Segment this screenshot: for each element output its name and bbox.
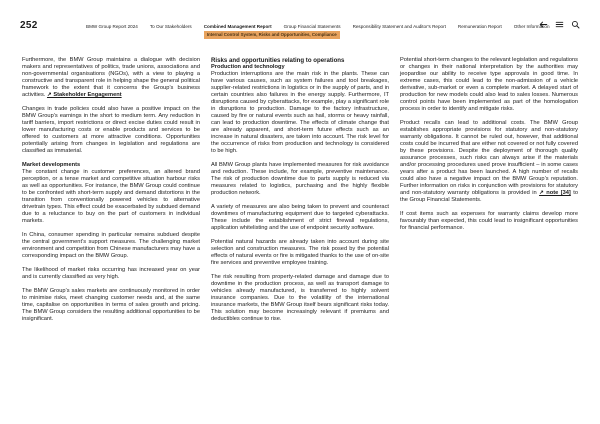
nav-item-responsibility-statement-and-auditor-s-report[interactable]: Responsibility Statement and Auditor's Report xyxy=(352,23,446,29)
top-navigation xyxy=(86,23,550,37)
paragraph: The likelihood of market risks occurring has increased year on year and is currently classified as very high. xyxy=(22,267,200,280)
paragraph: All BMW Group plants have implemented measures for risk avoidance and reduction. These include, for example, preventive maintenance. The risk of production downtime due to parts supply is reduced via measures related to logistics, purchasing and the highly flexible production network. xyxy=(211,162,389,196)
paragraph: Potential natural hazards are already taken into account during site selection and construction measures. The risk posed by the potential effects of natural events or fire is mitigated thanks to the use of on-site fire services and preventive employee training. xyxy=(211,239,389,266)
nav-item-other-information[interactable]: Other Information xyxy=(513,23,550,29)
text-column-2 xyxy=(211,57,389,330)
paragraph: Furthermore, the BMW Group maintains a dialogue with decision makers and representatives of politics, trade unions, associations and non-governmental organisations (NGOs), with a view to playing a constructive and transparent role in helping shape the general political framework to the extent that it concerns the Group’s business activities. ↗ Stakeholder Engagement xyxy=(22,57,200,98)
paragraph: The risk resulting from property-related damage and damage due to downtime in the production process, as well as transport damage to vehicles already manufactured, is transferred to highly solvent insurance companies. Due to the volatility of the international insurance markets, the BMW Group itself bears significant risks today. This solution may become increasingly relevant if premiums and deductibles continue to rise. xyxy=(211,274,389,322)
paragraph: Production interruptions are the main risk in the plants. These can have various causes, such as system failures and tool breakages, supplier-related restrictions in logistics or in the supply of parts, and in certain countries also failures in the energy supply. Furthermore, IT disruptions caused by cyberattacks, for example, play a significant role in disruptions to production. Damage to the factory infrastructure, caused by fire or natural events such as hail, storms or heavy rainfall, can lead to production downtime. The effects of climate change that are already apparent, and short-term future effects such as an increase in natural disasters, are taken into account. The risk level for the occurrence of risks from production and technology is considered to be high. xyxy=(211,71,389,154)
cross-reference-link[interactable]: ↗ Stakeholder Engagement xyxy=(46,92,122,98)
cross-reference-link[interactable]: ↗ note [34] xyxy=(539,190,571,196)
report-page-body xyxy=(22,57,578,330)
page-number: 252 xyxy=(20,20,38,31)
header-icons xyxy=(539,20,580,29)
paragraph: The constant change in customer preferences, an altered brand perception, or a tense market and competitive situation harbour risks as well as opportunities. For instance, the BMW Group could continue to be confronted with short-term supply and demand distortions in the transition from conventionally powered vehicles to alternative drivetrain types. This effect could be exacerbated by subdued demand due to a reluctance to buy on the part of customers in individual markets. xyxy=(22,169,200,224)
nav-item-bmw-group-report-2024[interactable]: BMW Group Report 2024 xyxy=(86,23,138,29)
text-column-3 xyxy=(400,57,578,330)
sub-heading: Market developments xyxy=(22,162,81,168)
search-icon[interactable] xyxy=(571,20,580,29)
section-heading: Risks and opportunities relating to operations xyxy=(211,57,345,64)
report-header xyxy=(20,20,580,46)
paragraph: In China, consumer spending in particular remains subdued despite the central government’s support measures. The challenging market environment and competition from Chinese manufacturers may have a corresponding impact on the BMW Group. xyxy=(22,232,200,259)
paragraph: Product recalls can lead to additional costs. The BMW Group establishes appropriate provisions for statutory and non-statutory warranty obligations. It cannot be ruled out, however, that additional costs could be incurred that are either not covered or not fully covered by these provisions. Despite the deployment of thorough quality assurance processes, such risks can always arise if the materials and/or processing procedures used prove insufficient – in some cases years after a product has been launched. A high number of recalls could also have a negative impact on the BMW Group’s reputation. Further information on risks in conjunction with provisions for statutory and non-statutory warranty obligations is provided in ↗ note [34] to the Group Financial Statements. xyxy=(400,120,578,203)
paragraph: The BMW Group’s sales markets are continuously monitored in order to minimise risks, meet changing customer needs and, at the same time, capitalise on opportunities in terms of sales growth and pricing. The BMW Group considers the resulting additional opportunities to be insignificant. xyxy=(22,288,200,322)
paragraph: A variety of measures are also being taken to prevent and counteract downtimes of manufacturing equipment due to targeted cyberattacks. These include the establishment of strict firewall regulations, application whitelisting and the use of endpoint security software. xyxy=(211,204,389,231)
nav-item-remuneration-report[interactable]: Remuneration Report xyxy=(457,23,502,29)
paragraph: Changes in trade policies could also have a positive impact on the BMW Group’s earnings in the short to medium term. Any reduction in tariff barriers, import restrictions or direct excise duties could result in lower manufacturing costs or enable products and services to be offered to customers at more attractive conditions. Opportunities potentially arising from changes in legislation and regulations are classified as immaterial. xyxy=(22,106,200,154)
back-arrow-icon[interactable] xyxy=(539,20,548,29)
paragraph: Potential short-term changes to the relevant legislation and regulations or changes in their national interpretation by the authorities may jeopardise our ability to receive type approvals in good time. In extreme cases, this could lead to the non-admission of a vehicle derivative, sub-market or even a complete market. A delayed start of production for new models could also lead to sales losses. Numerous control points have been implemented as part of the homologation process in order to identify and mitigate risks. xyxy=(400,57,578,112)
nav-item-combined-management-report[interactable]: Combined Management Report Internal Control System, Risks and Opportunities, Compliance xyxy=(204,24,272,29)
nav-item-to-our-stakeholders[interactable]: To Our Stakeholders xyxy=(149,23,192,29)
sub-heading: Production and technology xyxy=(211,64,285,70)
text-column-1 xyxy=(22,57,200,330)
paragraph: If cost items such as expenses for warranty claims develop more favourably than expected, this could lead to insignificant opportunities for financial performance. xyxy=(400,211,578,231)
subnav-active-section[interactable]: Internal Control System, Risks and Opportunities, Compliance xyxy=(204,31,340,39)
table-of-contents-icon[interactable] xyxy=(555,20,564,29)
nav-item-group-financial-statements[interactable]: Group Financial Statements xyxy=(283,23,341,29)
